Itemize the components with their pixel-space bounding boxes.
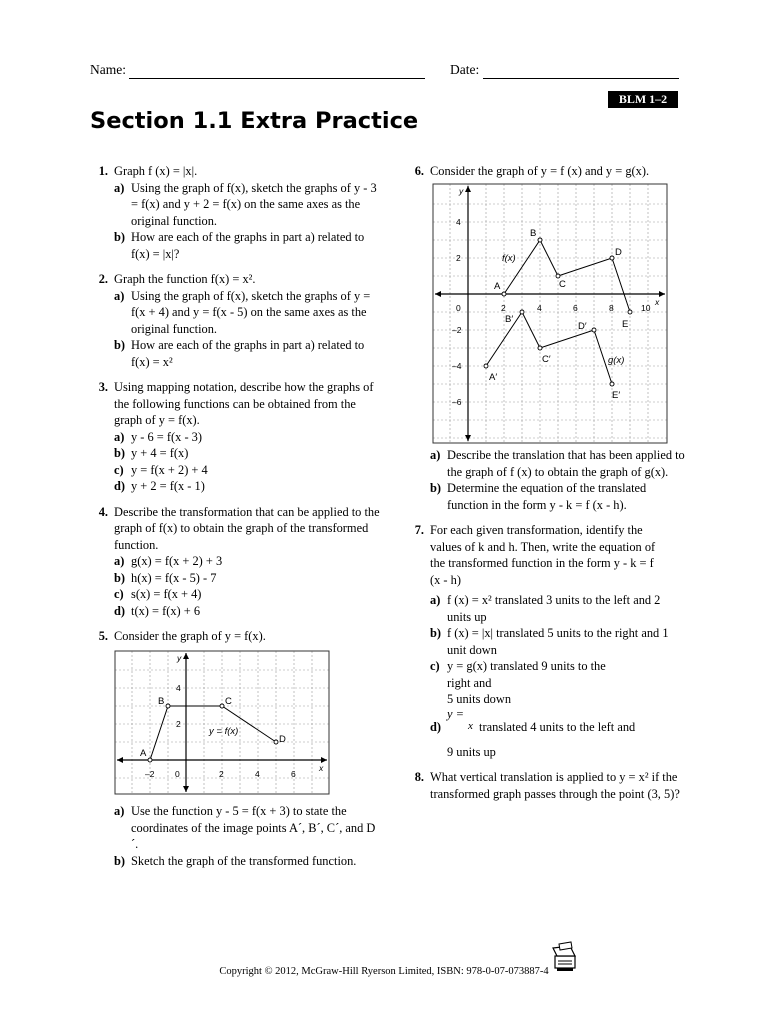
sub-text: y = g(x) translated 9 units to the right and [447, 659, 606, 690]
question-6 [406, 163, 686, 180]
sub-text: h(x) = f(x - 5) - 7 [131, 570, 217, 585]
graph-q6-f-point-a [502, 292, 506, 296]
sub-text: s(x) = f(x + 4) [131, 587, 202, 601]
graph-q5 [114, 650, 330, 795]
question-stem: Consider the graph of y = f(x). [114, 629, 266, 643]
question-number: 6. [414, 164, 424, 178]
question-number: 4. [98, 504, 108, 519]
graph-q6-f-point-d [610, 256, 614, 260]
graph-q6-arrow-right [659, 291, 665, 297]
sub-question [114, 288, 380, 338]
sub-question [430, 625, 686, 658]
graph-q6-tick-y: –2 [452, 325, 462, 335]
graph-q5-tick-y: 4 [176, 683, 181, 693]
sub-question [430, 447, 686, 480]
question-number: 1. [98, 164, 108, 178]
sub-question [114, 570, 380, 587]
sub-text: How are each of the graphs in part a) related to f(x) = x² [131, 338, 365, 369]
right-column-lower [406, 447, 686, 802]
graph-q5-function-label: y = f(x) [209, 726, 239, 737]
sub-text: f (x) = x² translated 3 units to the left and 2 units up [447, 593, 661, 624]
graph-q6-f-label-e: E [622, 319, 629, 330]
graph-q6-g-function-label: g(x) [608, 355, 625, 366]
sub-text: g(x) = f(x + 2) + 3 [131, 554, 223, 568]
left-column [90, 163, 380, 645]
graph-q6-f-point-b [538, 238, 542, 242]
sub-label: b) [114, 230, 126, 244]
sub-question [430, 708, 686, 761]
graph-q6-g-point-e [610, 382, 614, 386]
graph-q5-arrow-down [183, 786, 189, 792]
graph-q6-tick-x: 10 [641, 303, 651, 313]
graph-q6-g-label-c: C′ [542, 354, 551, 365]
graph-q6-f-function-label: f(x) [502, 253, 516, 264]
sub-question [430, 592, 686, 625]
photocopier-icon [548, 940, 582, 974]
question-5 [90, 628, 380, 645]
question-6-stem-block [406, 163, 686, 180]
graph-q6-f-point-e [628, 310, 632, 314]
sub-label: b) [114, 853, 126, 868]
sub-text: Describe the translation that has been applied to the graph of f (x) to obtain the graph of g(x). [447, 448, 685, 479]
graph-q5-label-b: B [158, 696, 165, 707]
graph-q6-f-label-d: D [615, 247, 622, 258]
graph-q5-point-c [220, 704, 224, 708]
sub-label: b) [114, 338, 126, 352]
question-stem: For each given transformation, identify the values of k and h. Then, write the equation of the transformed function in the form y - k = f (x - h) [430, 523, 656, 587]
sub-text: translated 4 units to the left and [479, 719, 636, 734]
sub-label: d) [430, 719, 442, 734]
question-6-parts [406, 447, 686, 513]
graph-q6-tick-x: 0 [456, 303, 461, 313]
graph-q6-g-label-b: B′ [505, 314, 514, 325]
question-stem: Graph the function f(x) = x². [114, 272, 256, 286]
sub-question [114, 445, 380, 462]
graph-q5-arrow-up [183, 653, 189, 659]
sub-label: c) [430, 659, 440, 673]
question-2 [90, 271, 380, 370]
graph-q6 [432, 183, 668, 444]
fraction-top: y = [447, 706, 464, 721]
graph-q6-xlabel: x [655, 297, 660, 307]
graph-q6-tick-x: 8 [609, 303, 614, 313]
graph-q6-tick-y: 4 [456, 217, 461, 227]
sub-text: How are each of the graphs in part a) related to f(x) = |x|? [131, 230, 365, 261]
sub-label: a) [114, 804, 125, 818]
sub-text: y - 6 = f(x - 3) [131, 429, 202, 444]
graph-q5-tick-x: –2 [145, 769, 155, 779]
name-blank [129, 64, 425, 79]
page-title: Section 1.1 Extra Practice [90, 108, 419, 134]
graph-q6-tick-y: 2 [456, 253, 461, 263]
question-number: 8. [414, 770, 424, 784]
graph-q6-tick-y: –6 [452, 397, 462, 407]
sub-label: c) [114, 587, 124, 601]
sub-label: b) [430, 626, 442, 640]
fraction [447, 706, 479, 736]
name-label: Name: [90, 62, 126, 77]
date-label: Date: [450, 62, 480, 77]
graph-q5-point-b [166, 704, 170, 708]
question-number: 3. [98, 380, 108, 394]
graph-q5-tick-y: 2 [176, 719, 181, 729]
sub-text: y + 2 = f(x - 1) [131, 479, 205, 493]
graph-q5-tick-x: 2 [219, 769, 224, 779]
graph-q6-tick-x: 2 [501, 303, 506, 313]
graph-q5-label-c: C [225, 696, 232, 707]
question-stem: Graph f (x) = |x|. [114, 164, 198, 178]
graph-q6-tick-y: –4 [452, 361, 462, 371]
graph-q6-f-label-a: A [494, 281, 501, 292]
sub-text: y = f(x + 2) + 4 [131, 462, 208, 477]
copyright-text: Copyright © 2012, McGraw-Hill Ryerson Limited, ISBN: 978-0-07-073887-4 [219, 966, 549, 977]
graph-q6-g-point-b [520, 310, 524, 314]
question-number: 7. [414, 523, 424, 537]
sub-text: Using the graph of f(x), sketch the graphs of y - 3 = f(x) and y + 2 = f(x) on the same axes as the original function. [131, 180, 377, 228]
sub-question [114, 603, 380, 620]
graph-q6-g-label-d: D′ [578, 321, 587, 332]
sub-label: b) [114, 570, 126, 585]
graph-q5-xlabel: x [319, 763, 324, 773]
sub-question [114, 462, 380, 479]
sub-text: f (x) = |x| translated 5 units to the right and 1 unit down [447, 626, 669, 657]
graph-q6-arrow-up [465, 186, 471, 192]
date-blank [483, 64, 679, 79]
graph-q5-arrow-left [117, 757, 123, 763]
graph-q6-g-point-c [538, 346, 542, 350]
sub-question [114, 229, 380, 262]
question-number: 5. [98, 629, 108, 643]
sub-label: a) [430, 448, 441, 462]
question-5-parts [90, 803, 380, 869]
graph-q5-tick-x: 6 [291, 769, 296, 779]
sub-question [114, 337, 380, 370]
sub-text: t(x) = f(x) + 6 [131, 603, 201, 618]
name-field [90, 62, 425, 79]
sub-question [114, 803, 380, 853]
sub-question [114, 180, 380, 230]
sub-label: a) [430, 593, 441, 607]
question-1 [90, 163, 380, 262]
graph-q6-f-label-c: C [559, 279, 566, 290]
question-7 [406, 522, 686, 760]
sub-label: c) [114, 462, 124, 477]
sub-text: Determine the equation of the translated function in the form y - k = f (x - h). [447, 481, 647, 512]
graph-q6-arrow-left [435, 291, 441, 297]
date-field [450, 62, 679, 79]
graph-q6-ylabel: y [459, 186, 464, 196]
sub-question [430, 658, 686, 708]
sub-label: a) [114, 429, 125, 444]
graph-q6-tick-x: 6 [573, 303, 578, 313]
sub-question [430, 480, 686, 513]
question-3 [90, 379, 380, 495]
blm-badge: BLM 1–2 [608, 91, 678, 108]
sub-label: b) [114, 446, 126, 460]
graph-q6-f-point-c [556, 274, 560, 278]
graph-q5-tick-x: 4 [255, 769, 260, 779]
sub-question [114, 478, 380, 495]
sub-text: y + 4 = f(x) [131, 446, 189, 460]
question-stem: Using mapping notation, describe how the graphs of the following functions can be obtained from the graph of y = f(x). [114, 380, 374, 427]
graph-q5-point-d [274, 740, 278, 744]
graph-q6-tick-x: 4 [537, 303, 542, 313]
question-5-subs [90, 803, 380, 869]
graph-q5-label-a: A [140, 748, 147, 759]
graph-q5-label-d: D [279, 734, 286, 745]
sub-label: a) [114, 554, 125, 568]
sub-question [114, 429, 380, 446]
graph-q5-tick-x: 0 [175, 769, 180, 779]
footer [0, 964, 768, 981]
sub-text: Sketch the graph of the transformed function. [131, 853, 357, 868]
sub-text: Using the graph of f(x), sketch the graphs of y = f(x + 4) and y = f(x - 5) on the same axes as the original function. [131, 288, 371, 336]
graph-q6-f-label-b: B [530, 228, 537, 239]
graph-q6-g-point-d [592, 328, 596, 332]
question-8 [406, 769, 686, 802]
sub-text: 9 units up [447, 744, 496, 759]
sub-question [114, 586, 380, 603]
sub-text: 5 units down [447, 692, 512, 706]
sub-text: Use the function y - 5 = f(x + 3) to state the coordinates of the image points A´, B´, C´, and D´. [131, 804, 376, 851]
sub-label: a) [114, 288, 125, 303]
sub-question [114, 853, 380, 870]
question-stem: Describe the transformation that can be applied to the graph of f(x) to obtain the graph of the transformed function. [114, 504, 380, 552]
fraction-bottom: x [468, 719, 473, 732]
graph-q6-g-point-a [484, 364, 488, 368]
sub-label: d) [114, 479, 126, 493]
question-stem: Consider the graph of y = f (x) and y = g(x). [430, 164, 650, 178]
question-number: 2. [98, 272, 108, 286]
sub-label: a) [114, 180, 125, 195]
question-stem: What vertical translation is applied to y = x² if the transformed graph passes through the point (3, 5)? [430, 770, 680, 801]
sub-label: b) [430, 481, 442, 495]
sub-question [114, 553, 380, 570]
graph-q5-ylabel: y [177, 653, 182, 663]
graph-q5-point-a [148, 758, 152, 762]
graph-q6-g-label-a: A′ [489, 372, 498, 383]
question-4 [90, 504, 380, 620]
sub-label: d) [114, 603, 126, 618]
graph-q6-g-label-e: E′ [612, 390, 621, 401]
